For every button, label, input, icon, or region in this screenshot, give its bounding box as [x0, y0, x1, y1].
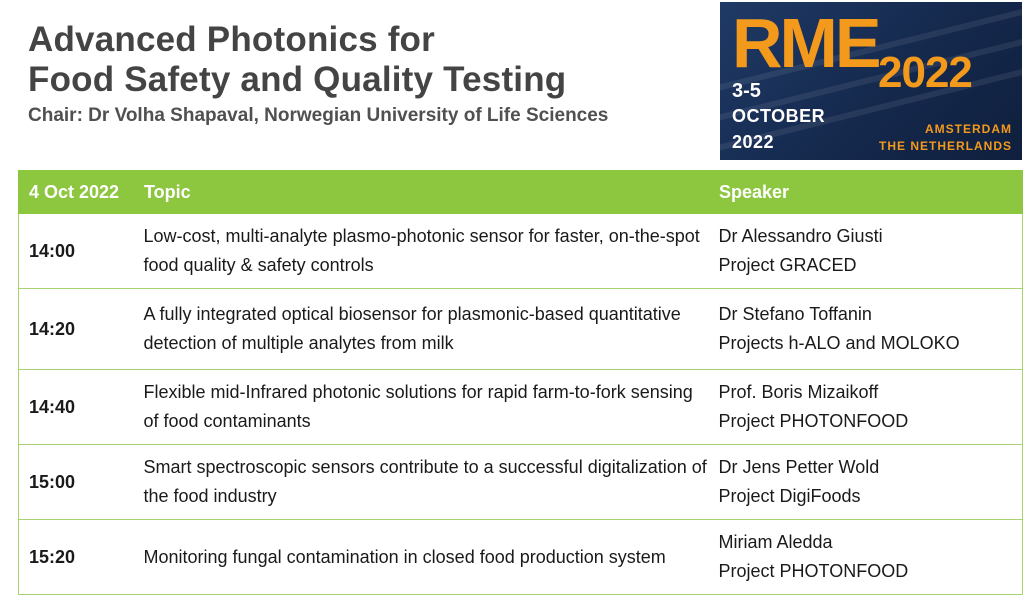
- row-topic: Low-cost, multi-analyte plasmo-photonic sensor for faster, on-the-spot food quality & safety controls: [134, 214, 709, 289]
- speaker-name: Miriam Aledda: [718, 532, 833, 552]
- row-topic: A fully integrated optical biosensor for plasmonic-based quantitative detection of multiple analytes from milk: [134, 289, 709, 370]
- row-time: 15:00: [19, 445, 134, 520]
- table-row: [19, 370, 1023, 445]
- speaker-project: Project PHOTONFOOD: [718, 411, 909, 431]
- row-topic: Flexible mid-Infrared photonic solutions for rapid farm-to-fork sensing of food contaminants: [134, 370, 709, 445]
- logo-month-year: 2022: [732, 132, 775, 152]
- session-schedule-table: [18, 170, 1023, 595]
- logo-year: 2022: [878, 48, 972, 97]
- table-row: [19, 289, 1023, 370]
- speaker-project: Projects h-ALO and MOLOKO: [718, 333, 960, 353]
- row-speaker-cell: [709, 370, 1023, 445]
- row-time: 14:00: [19, 214, 134, 289]
- row-speaker-cell: [709, 289, 1023, 370]
- row-time: 14:20: [19, 289, 134, 370]
- logo-city: AMSTERDAM: [925, 122, 1012, 136]
- speaker-name: Prof. Boris Mizaikoff: [718, 382, 879, 402]
- row-time: 14:40: [19, 370, 134, 445]
- speaker-name: Dr Stefano Toffanin: [718, 304, 872, 324]
- row-topic: Monitoring fungal contamination in closed food production system: [134, 520, 709, 595]
- header-topic: Topic: [134, 171, 709, 214]
- row-speaker-cell: [709, 445, 1023, 520]
- title-block: [28, 20, 718, 128]
- row-speaker-cell: [709, 520, 1023, 595]
- row-topic: Smart spectroscopic sensors contribute to a successful digitalization of the food industry: [134, 445, 709, 520]
- table-row: [19, 214, 1023, 289]
- header-speaker: Speaker: [709, 171, 1023, 214]
- logo-country: THE NETHERLANDS: [878, 139, 1012, 153]
- table-row: [19, 520, 1023, 595]
- row-time: 15:20: [19, 520, 134, 595]
- page-title: [28, 20, 718, 100]
- logo-month: OCTOBER: [732, 106, 826, 126]
- table-header-row: [19, 171, 1023, 214]
- logo-days: 3-5: [732, 80, 761, 102]
- row-speaker-cell: [709, 214, 1023, 289]
- speaker-project: Project GRACED: [718, 255, 857, 275]
- speaker-name: Dr Jens Petter Wold: [718, 457, 880, 477]
- rme-2022-logo: [720, 2, 1022, 160]
- table-row: [19, 445, 1023, 520]
- speaker-name: Dr Alessandro Giusti: [718, 226, 883, 246]
- session-chair: Chair: Dr Volha Shapaval, Norwegian University of Life Sciences: [28, 105, 609, 126]
- logo-brand: RME: [732, 4, 879, 82]
- speaker-project: Project DigiFoods: [718, 486, 861, 506]
- title-line-1: Advanced Photonics for: [28, 20, 435, 59]
- header-date: 4 Oct 2022: [19, 171, 134, 214]
- title-line-2: Food Safety and Quality Testing: [28, 60, 567, 99]
- speaker-project: Project PHOTONFOOD: [718, 561, 909, 581]
